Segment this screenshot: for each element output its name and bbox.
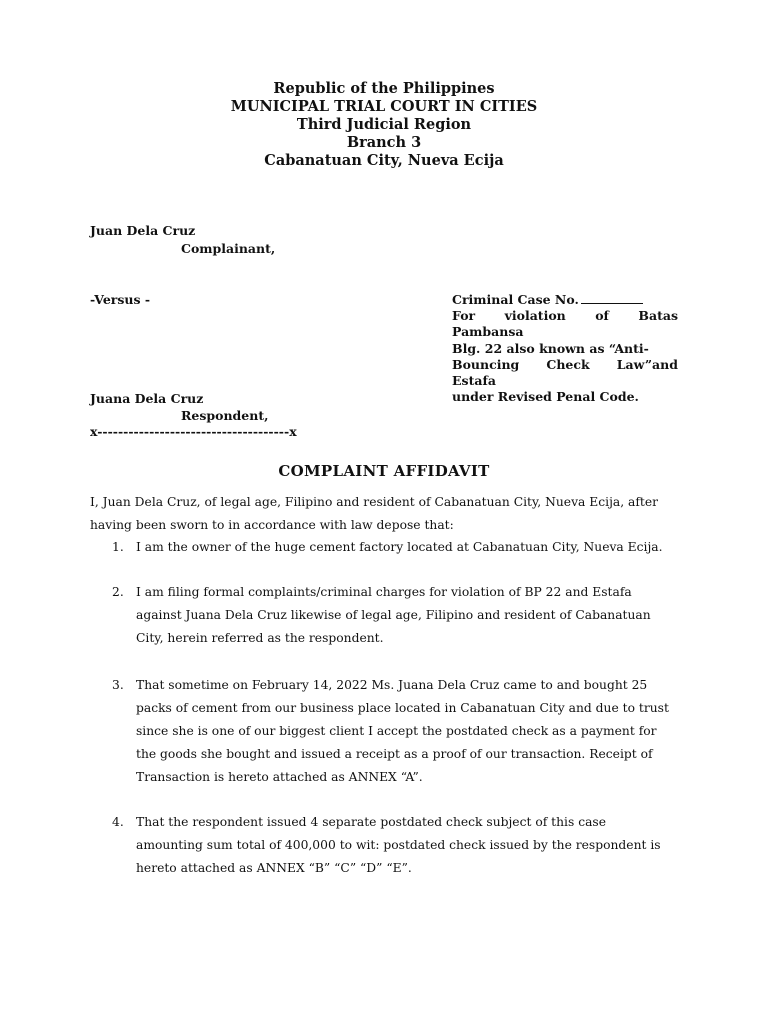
- list-item-line: That the respondent issued 4 separate postdated check subject of this case: [136, 815, 606, 829]
- case-number-line: [452, 292, 678, 308]
- header-republic: Republic of the Philippines: [273, 80, 495, 97]
- document-title: COMPLAINT AFFIDAVIT: [278, 462, 490, 480]
- case-description-line-4: under Revised Penal Code.: [452, 389, 639, 405]
- case-number-blank: [581, 292, 643, 304]
- list-item-number: 1.: [112, 540, 124, 554]
- complainant-name: Juan Dela Cruz: [90, 223, 196, 238]
- list-item-line: amounting sum total of 400,000 to wit: postdated check issued by the respondent is: [136, 838, 661, 852]
- case-info: [452, 292, 678, 405]
- court-header: [0, 80, 768, 170]
- list-item-line: hereto attached as ANNEX “B” “C” “D” “E”.: [136, 861, 412, 875]
- list-item-number: 3.: [112, 678, 124, 692]
- list-item-line: the goods she bought and issued a receipt as a proof of our transaction. Receipt of: [136, 747, 653, 761]
- case-description-line-3: Bouncing Check Law”and Estafa: [452, 356, 678, 389]
- intro-paragraph: [90, 491, 680, 537]
- intro-line-2: having been sworn to in accordance with law depose that:: [90, 518, 454, 532]
- respondent-name: Juana Dela Cruz: [90, 391, 204, 406]
- list-item-line: I am the owner of the huge cement factory located at Cabanatuan City, Nueva Ecija.: [136, 540, 663, 554]
- intro-line-1: I, Juan Dela Cruz, of legal age, Filipino and resident of Cabanatuan City, Nueva Ecija, after: [90, 495, 659, 509]
- list-item-line: against Juana Dela Cruz likewise of legal age, Filipino and resident of Cabanatuan: [136, 608, 651, 622]
- caption-separator: x-------------------------------------x: [90, 424, 297, 439]
- complainant-role: Complainant,: [181, 241, 276, 256]
- list-item-line: I am filing formal complaints/criminal charges for violation of BP 22 and Estafa: [136, 585, 632, 599]
- list-item-line: City, herein referred as the respondent.: [136, 631, 384, 645]
- list-item-number: 4.: [112, 815, 124, 829]
- case-description-line-1: For violation of Batas Pambansa: [452, 308, 678, 340]
- list-item-line: That sometime on February 14, 2022 Ms. Juana Dela Cruz came to and bought 25: [136, 678, 648, 692]
- respondent-role: Respondent,: [181, 408, 269, 423]
- case-description-line-2: Blg. 22 also known as “Anti-: [452, 340, 649, 356]
- header-region: Third Judicial Region: [296, 116, 472, 133]
- header-branch: Branch 3: [346, 134, 422, 151]
- header-city: Cabanatuan City, Nueva Ecija: [264, 152, 504, 169]
- list-item-number: 2.: [112, 585, 124, 599]
- header-court: MUNICIPAL TRIAL COURT IN CITIES: [230, 98, 538, 115]
- list-item-line: packs of cement from our business place located in Cabanatuan City and due to trust: [136, 701, 669, 715]
- list-item-line: since she is one of our biggest client I accept the postdated check as a payment for: [136, 724, 657, 738]
- versus-label: -Versus -: [90, 292, 151, 307]
- list-item-line: Transaction is hereto attached as ANNEX “A”.: [136, 770, 423, 784]
- case-number-label: Criminal Case No.: [452, 292, 579, 307]
